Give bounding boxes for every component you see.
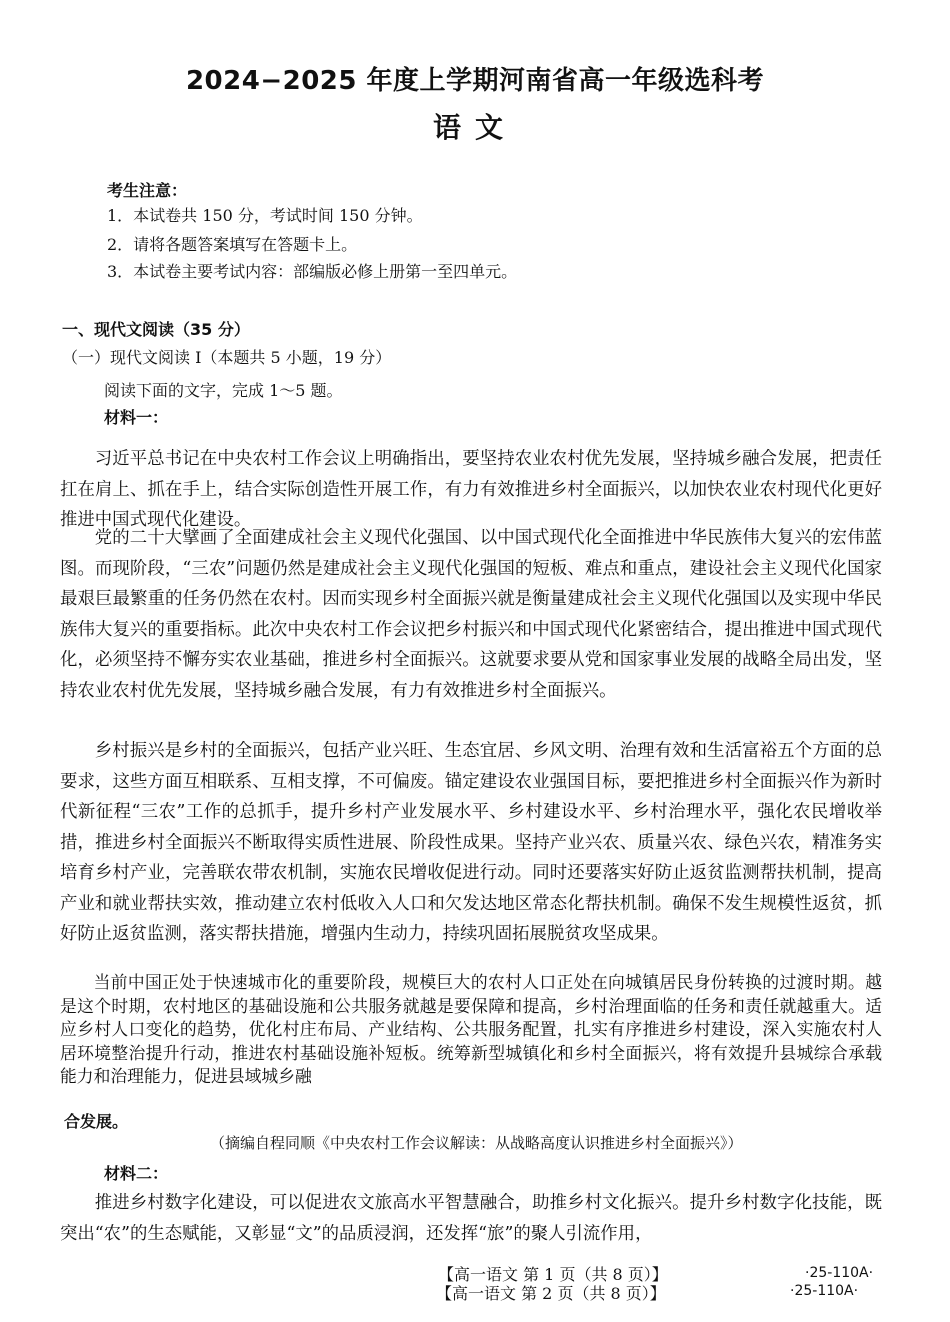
section-heading: 一、现代文阅读（35 分） xyxy=(62,320,250,339)
notice-item-3: 3．本试卷主要考试内容：部编版必修上册第一至四单元。 xyxy=(107,262,518,281)
subject-title: 语文 xyxy=(432,111,517,144)
material-2-label: 材料二： xyxy=(104,1164,169,1183)
footer-page-1: 【高一语文 第 1 页（共 8 页）】 xyxy=(438,1265,668,1284)
footer-code-1: ·25-110A· xyxy=(805,1265,874,1281)
exam-title: 2024−2025 年度上学期河南省高一年级选科考 xyxy=(185,66,765,96)
material-1-paragraph-2: 党的二十大擘画了全面建成社会主义现代化强国、以中国式现代化全面推进中华民族伟大复兴的宏伟蓝图。而现阶段，“三农”问题仍然是建成社会主义现代化强国的短板、难点和重点，建设社会主义现代化国家最艰巨最繁重的任务仍然在农村。因而实现乡村全面振兴就是衡量建成社会主义现代化强国以及实现中华民族伟大复兴的重要指标。此次中央农村工作会议把乡村振兴和中国式现代化紧密结合，提出推进中国式现代化，必须坚持不懈夯实农业基础，推进乡村全面振兴。这就要求要从党和国家事业发展的战略全局出发，坚持农业农村优先发展，坚持城乡融合发展，有力有效推进乡村全面振兴。 xyxy=(60,528,882,701)
footer-code-2: ·25-110A· xyxy=(790,1283,859,1299)
reading-instruction: 阅读下面的文字，完成 1～5 题。 xyxy=(104,381,343,400)
notice-item-2: 2．请将各题答案填写在答题卡上。 xyxy=(107,235,358,254)
notice-item-1: 1．本试卷共 150 分，考试时间 150 分钟。 xyxy=(107,206,423,225)
material-1-paragraph-1: 习近平总书记在中央农村工作会议上明确指出，要坚持农业农村优先发展，坚持城乡融合发展，把责任扛在肩上、抓在手上，结合实际创造性开展工作，有力有效推进乡村全面振兴，以加快农业农村现代化更好推进中国式现代化建设。 xyxy=(60,449,882,530)
material-1-paragraph-4: 当前中国正处于快速城市化的重要阶段，规模巨大的农村人口正处在向城镇居民身份转换的过渡时期。越是这个时期，农村地区的基础设施和公共服务就越是要保障和提高，乡村治理面临的任务和责任就越重大。适应乡村人口变化的趋势，优化村庄布局、产业结构、公共服务配置，扎实有序推进乡村建设，深入实施农村人居环境整治提升行动，推进农村基础设施补短板。统筹新型城镇化和乡村全面振兴，将有效提升县城综合承载能力和治理能力，促进县域城乡融 xyxy=(60,972,882,1087)
material-2-paragraph-1: 推进乡村数字化建设，可以促进农文旅高水平智慧融合，助推乡村文化振兴。提升乡村数字化技能，既突出“农”的生态赋能，又彰显“文”的品质浸润，还发挥“旅”的聚人引流作用， xyxy=(60,1193,882,1244)
section-subheading: （一）现代文阅读 I（本题共 5 小题，19 分） xyxy=(62,348,392,367)
material-1-paragraph-3: 乡村振兴是乡村的全面振兴，包括产业兴旺、生态宜居、乡风文明、治理有效和生活富裕五个方面的总要求，这些方面互相联系、互相支撑，不可偏废。锚定建设农业强国目标，要把推进乡村全面振兴作为新时代新征程“三农”工作的总抓手，提升乡村产业发展水平、乡村建设水平、乡村治理水平，强化农民增收举措，推进乡村全面振兴不断取得实质性进展、阶段性成果。坚持产业兴农、质量兴农、绿色兴农，精准务实培育乡村产业，完善联农带农机制，实施农民增收促进行动。同时还要落实好防止返贫监测帮扶机制，提高产业和就业帮扶实效，推动建立农村低收入人口和欠发达地区常态化帮扶机制。确保不发生规模性返贫，抓好防止返贫监测，落实帮扶措施，增强内生动力，持续巩固拓展脱贫攻坚成果。 xyxy=(60,741,882,944)
material-1-label: 材料一： xyxy=(104,408,169,427)
citation: （摘编自程同顺《中央农村工作会议解读：从战略高度认识推进乡村全面振兴》） xyxy=(210,1134,743,1152)
paragraph-4-ending: 合发展。 xyxy=(64,1112,129,1131)
notice-heading: 考生注意： xyxy=(107,181,188,200)
footer-page-2: 【高一语文 第 2 页（共 8 页）】 xyxy=(436,1284,666,1303)
